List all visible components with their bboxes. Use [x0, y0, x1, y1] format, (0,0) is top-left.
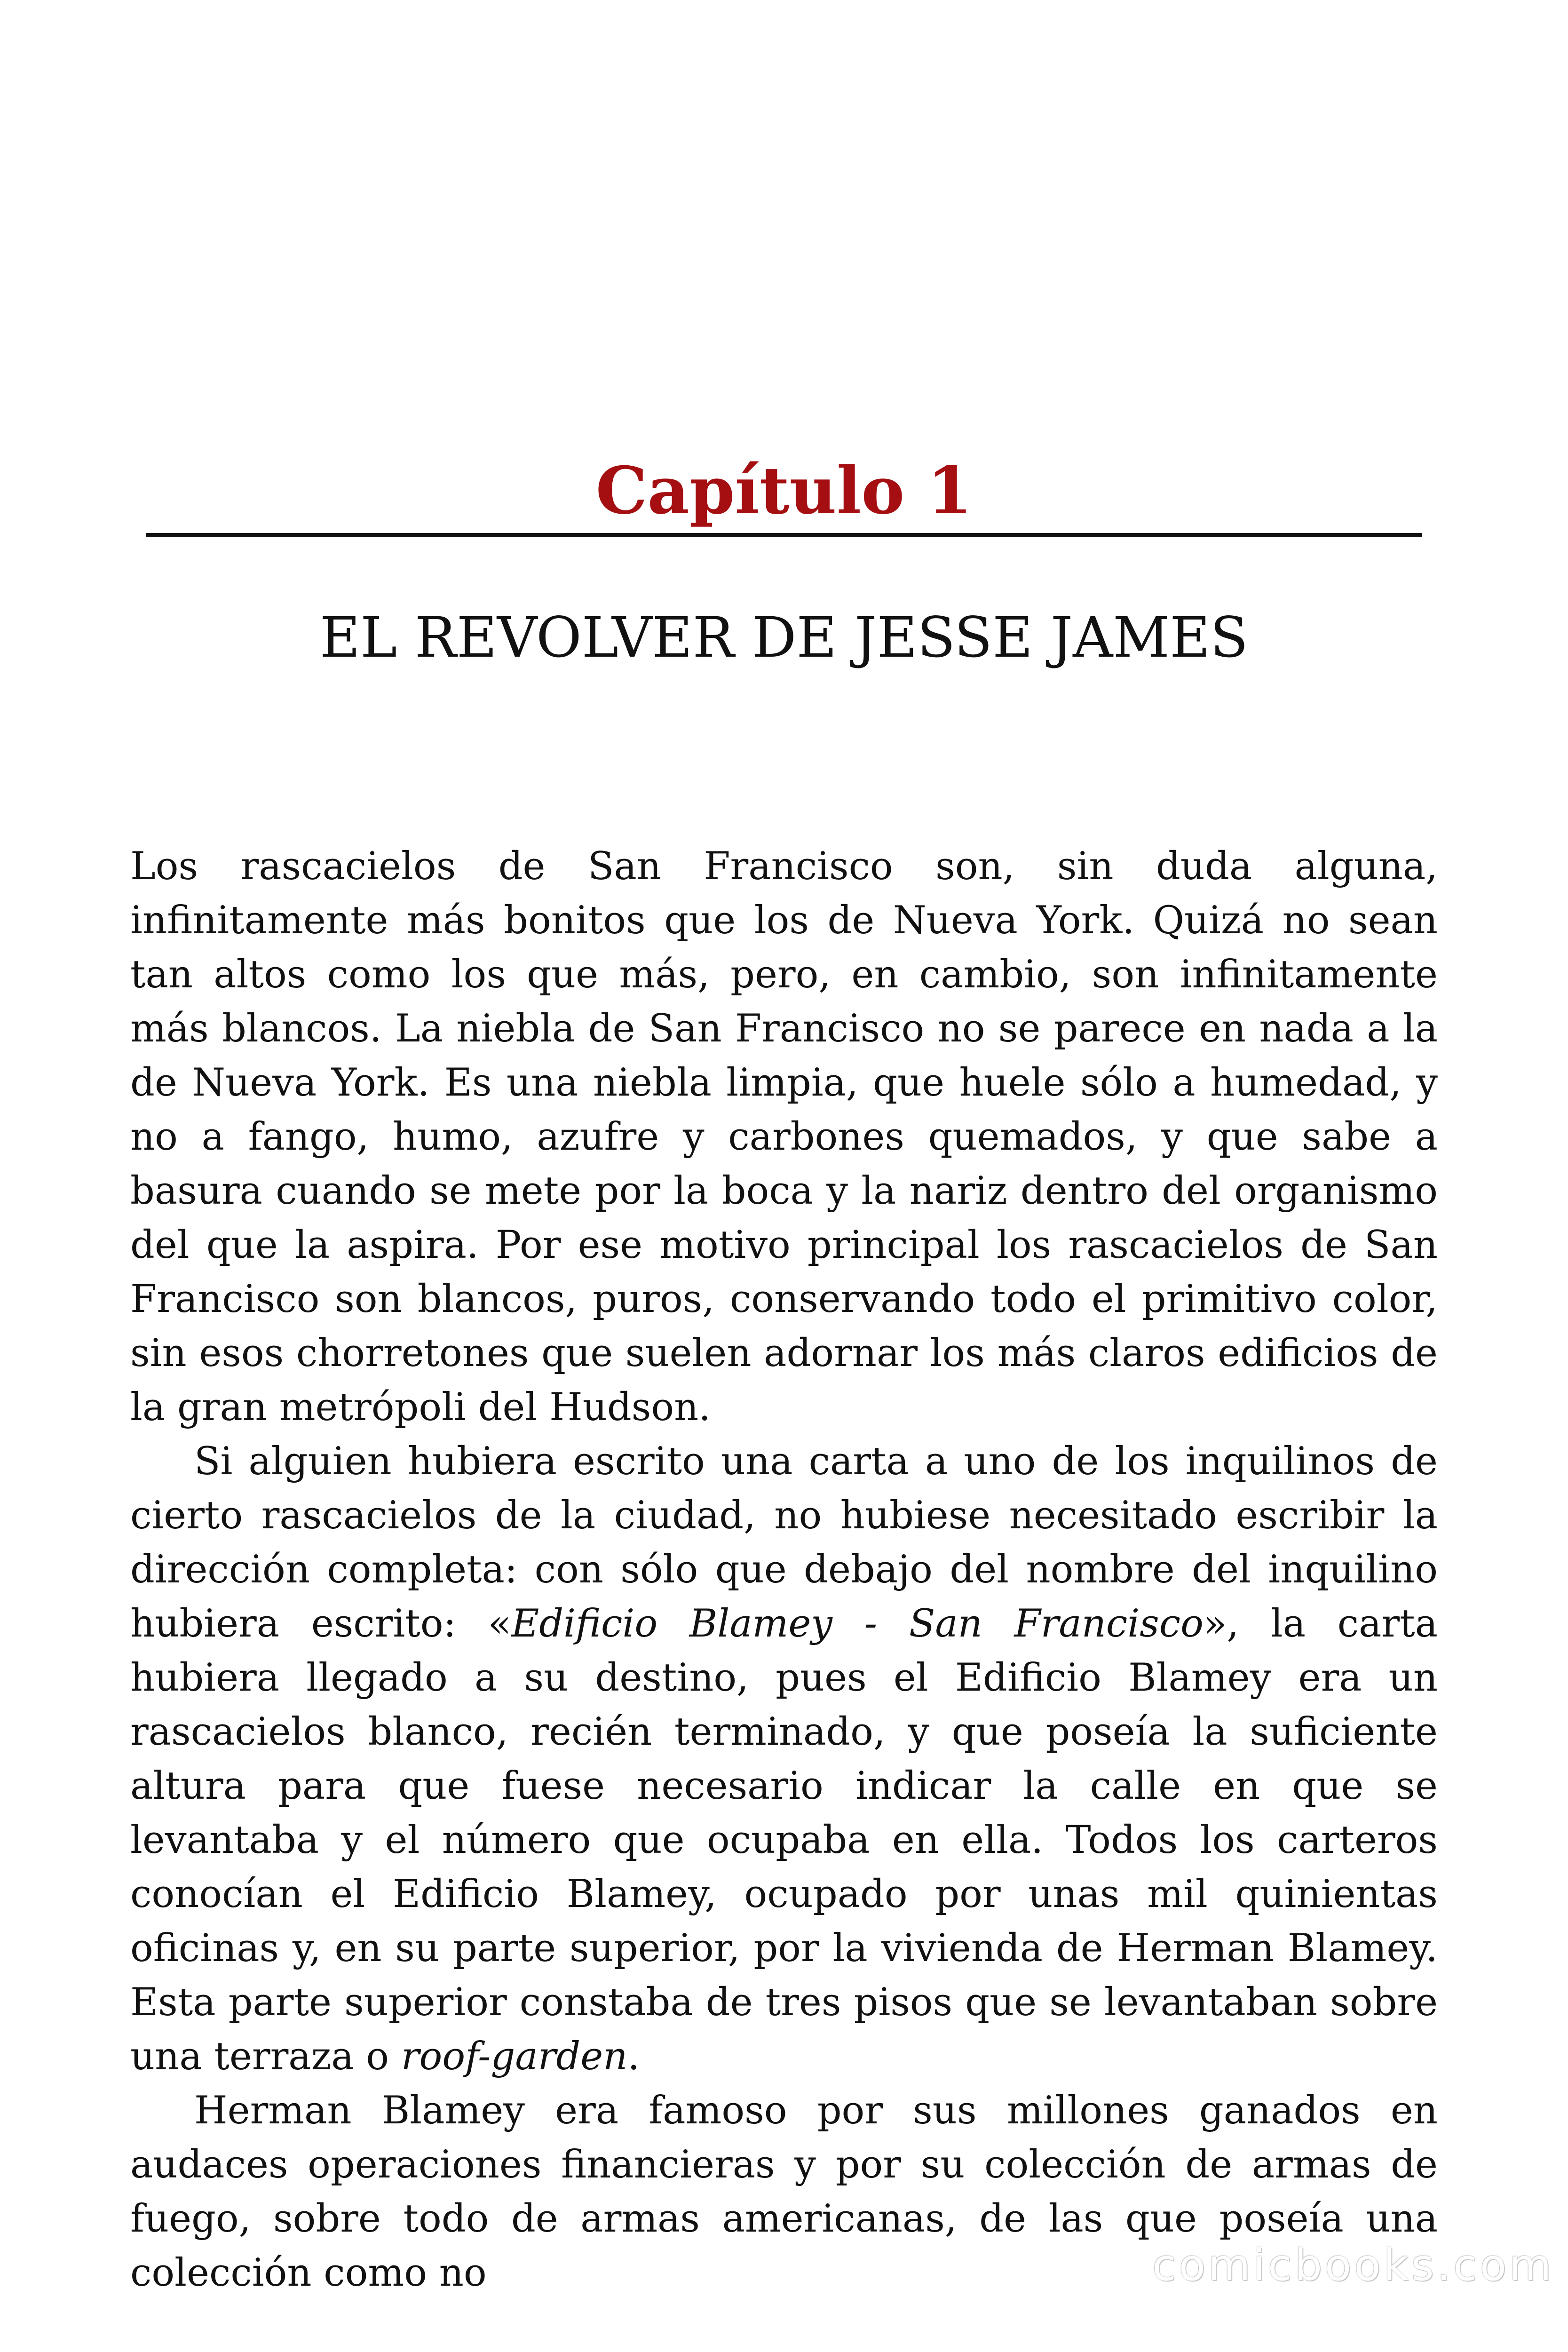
paragraph-3: Herman Blamey era famoso por sus millones ganados en audaces operaciones financieras y por su colección de armas de fuego, sobre todo de armas americanas, de las que poseía una colección como no [130, 2089, 1438, 2295]
chapter-title: EL REVOLVER DE JESSE JAMES [319, 605, 1249, 670]
chapter-body [130, 840, 1438, 2300]
paragraph-2-text-c: . [627, 2034, 640, 2079]
paragraph-2-text-b: », la carta hubiera llegado a su destino, pues el Edificio Blamey era un rascacielos blanco, recién terminado, y que poseía la suficiente altura para que fuese necesario indicar la calle en que se levantaba y el número que ocupaba en ella. Todos los carteros conocían el Edificio Blamey, ocupado por unas mil quinientas oficinas y, en su parte superior, por la vivienda de Herman Blamey. Esta parte superior constaba de tres pisos que se levantaban sobre una terraza o [130, 1602, 1438, 2079]
chapter-number: Capítulo 1 [595, 452, 973, 529]
chapter-divider [146, 533, 1422, 537]
paragraph-2-text-a: Si alguien hubiera escrito una carta a uno de los inquilinos de cierto rascacielos de la ciudad, no hubiese necesitado escribir la dirección completa: con sólo que debajo del nombre del inquilino hubiera escrito: « [130, 1439, 1438, 1646]
paragraph-2-italic-address: Edificio Blamey - San Francisco [511, 1602, 1204, 1646]
watermark: comicbooks.com [1152, 2240, 1554, 2290]
paragraph-2-italic-term: roof-garden [401, 2034, 628, 2079]
paragraph-1: Los rascacielos de San Francisco son, sin duda alguna, infinitamente más bonitos que los de Nueva York. Quizá no sean tan altos como los que más, pero, en cambio, son infinitamente más blancos. La niebla de San Francisco no se parece en nada a la de Nueva York. Es una niebla limpia, que huele sólo a humedad, y no a fango, humo, azufre y carbones quemados, y que sabe a basura cuando se mete por la boca y la nariz dentro del organismo del que la aspira. Por ese motivo principal los rascacielos de San Francisco son blancos, puros, conservando todo el primitivo color, sin esos chorretones que suelen adornar los más claros edificios de la gran metrópoli del Hudson. [130, 844, 1438, 1430]
paragraph-2 [130, 1435, 1438, 2084]
